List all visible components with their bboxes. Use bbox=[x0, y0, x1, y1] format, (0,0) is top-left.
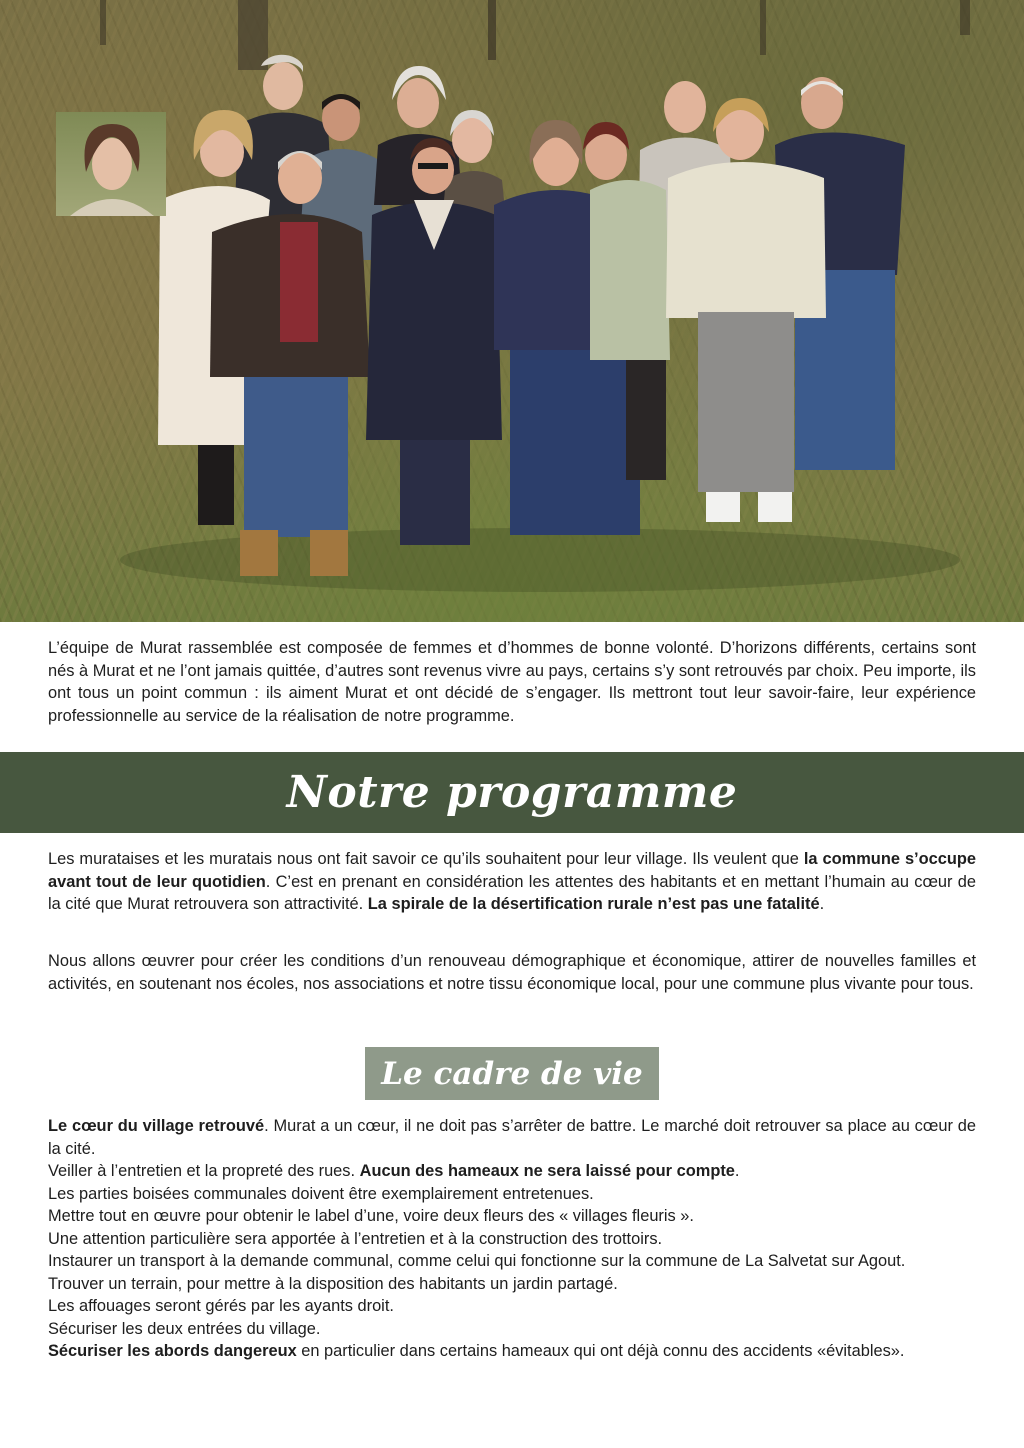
list-item bbox=[48, 1160, 976, 1183]
list-item bbox=[48, 1340, 976, 1363]
list-item: Instaurer un transport à la demande communal, comme celui qui fonctionne sur la commune de La Salvetat sur Agout. bbox=[48, 1252, 906, 1270]
inset-portrait bbox=[56, 112, 166, 216]
program-banner bbox=[0, 752, 1024, 833]
program-title: Notre programme bbox=[286, 767, 738, 818]
measures-list bbox=[48, 1115, 976, 1363]
list-item bbox=[48, 1115, 976, 1160]
bold-text: la commune s’occupe avant tout de leur quotidien bbox=[48, 850, 976, 891]
list-item: Les parties boisées communales doivent être exemplairement entretenues. bbox=[48, 1184, 594, 1203]
text-span: Les murataises et les muratais nous ont fait savoir ce qu’ils souhaitent pour leur village. Ils veulent que bbox=[48, 850, 804, 868]
list-item: Une attention particulière sera apportée à l’entretien et à la construction des trottoirs. bbox=[48, 1229, 663, 1248]
text-span: en particulier dans certains hameaux qui ont déjà connu des accidents «évitables». bbox=[296, 1342, 905, 1360]
program-paragraph-2: Nous allons œuvrer pour créer les conditions d’un renouveau démographique et économique, attirer de nouvelles familles et activités, en soutenant nos écoles, nos associations et notre tissu économique local, pour une commune plus vivante pour tous. bbox=[48, 952, 976, 993]
team-photo-illustration bbox=[0, 0, 1024, 622]
bold-text: Aucun des hameaux ne sera laissé pour compte bbox=[359, 1162, 735, 1180]
list-item: Les affouages seront gérés par les ayants droit. bbox=[48, 1297, 394, 1315]
section-label-box bbox=[365, 1047, 659, 1100]
text-span: . bbox=[734, 1162, 740, 1180]
bold-text: Le cœur du village retrouvé bbox=[48, 1117, 265, 1135]
section-title: Le cadre de vie bbox=[381, 1055, 643, 1092]
bold-text: Sécuriser les abords dangereux bbox=[48, 1342, 297, 1360]
text-span: Veiller à l’entretien et la propreté des rues. bbox=[48, 1162, 360, 1180]
list-item: Mettre tout en œuvre pour obtenir le label d’une, voire deux fleurs des « villages fleuris ». bbox=[48, 1207, 694, 1225]
team-photo bbox=[0, 0, 1024, 622]
program-paragraph-1 bbox=[48, 848, 976, 916]
list-item: Sécuriser les deux entrées du village. bbox=[48, 1319, 321, 1338]
text-span: . bbox=[819, 895, 825, 913]
bold-text: La spirale de la désertification rurale n’est pas une fatalité bbox=[367, 895, 820, 913]
text-span: . C’est en prenant en considération les attentes des habitants et en mettant l’humain au cœur de la cité que Murat retrouvera son attractivité. bbox=[48, 872, 977, 913]
text-span: . Murat a un cœur, il ne doit pas s’arrêter de battre. Le marché doit retrouver sa place au cœur de la cité. bbox=[48, 1117, 976, 1158]
intro-paragraph: L’équipe de Murat rassemblée est composée de femmes et d’hommes de bonne volonté. D’horizons différents, certains sont nés à Murat et ne l’ont jamais quittée, d’autres sont revenus vivre au pays, certains s’y sont retrouvés par choix. Peu importe, ils ont tous un point commun : ils aiment Murat et ont décidé de s’engager. Ils mettront tout leur savoir-faire, leur expérience professionnelle au service de la réalisation de notre programme. bbox=[48, 639, 976, 725]
list-item: Trouver un terrain, pour mettre à la disposition des habitants un jardin partagé. bbox=[48, 1274, 618, 1293]
